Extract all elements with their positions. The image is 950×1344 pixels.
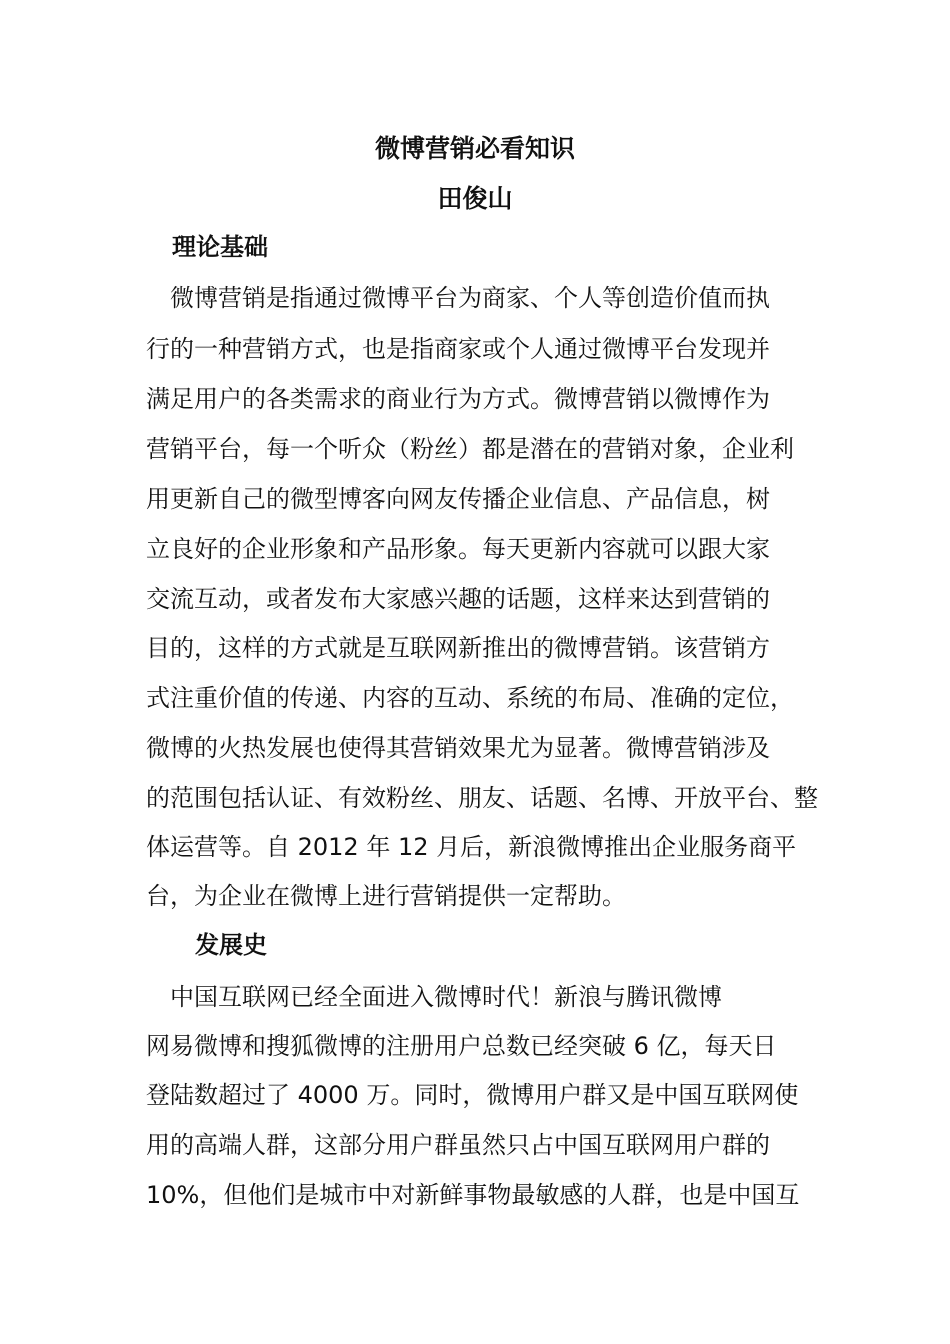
section-heading-history: 发展史 (195, 931, 267, 959)
paragraph-line: 目的，这样的方式就是互联网新推出的微博营销。该营销方 (146, 634, 770, 662)
paragraph-line: 微博的火热发展也使得其营销效果尤为显著。微博营销涉及 (146, 734, 770, 762)
paragraph-line: 满足用户的各类需求的商业行为方式。微博营销以微博作为 (146, 385, 770, 413)
document-title: 微博营销必看知识 (374, 134, 575, 163)
paragraph-line: 营销平台，每一个听众（粉丝）都是潜在的营销对象，企业利 (146, 435, 794, 463)
paragraph-line: 行的一种营销方式，也是指商家或个人通过微博平台发现并 (146, 335, 770, 363)
paragraph-line: 网易微博和搜狐微博的注册用户总数已经突破 6 亿，每天日 (146, 1032, 777, 1060)
paragraph-line: 立良好的企业形象和产品形象。每天更新内容就可以跟大家 (146, 535, 770, 563)
paragraph-line: 10%，但他们是城市中对新鲜事物最敏感的人群，也是中国互 (146, 1181, 800, 1209)
document-author: 田俊山 (437, 184, 513, 213)
paragraph-line: 式注重价值的传递、内容的互动、系统的布局、准确的定位， (146, 684, 794, 712)
paragraph-line: 交流互动，或者发布大家感兴趣的话题，这样来达到营销的 (146, 585, 770, 613)
paragraph-line: 用的高端人群，这部分用户群虽然只占中国互联网用户群的 (146, 1131, 770, 1159)
section-heading-theory: 理论基础 (172, 233, 268, 261)
paragraph-line: 登陆数超过了 4000 万。同时，微博用户群又是中国互联网使 (146, 1081, 799, 1109)
paragraph-line: 用更新自己的微型博客向网友传播企业信息、产品信息，树 (146, 485, 770, 513)
paragraph-line: 台，为企业在微博上进行营销提供一定帮助。 (146, 882, 626, 910)
paragraph-line: 的范围包括认证、有效粉丝、朋友、话题、名博、开放平台、整 (146, 784, 818, 812)
paragraph-line: 体运营等。自 2012 年 12 月后，新浪微博推出企业服务商平 (146, 833, 797, 861)
paragraph-line: 中国互联网已经全面进入微博时代！新浪与腾讯微博 (146, 983, 722, 1011)
paragraph-line: 微博营销是指通过微博平台为商家、个人等创造价值而执 (146, 284, 770, 312)
